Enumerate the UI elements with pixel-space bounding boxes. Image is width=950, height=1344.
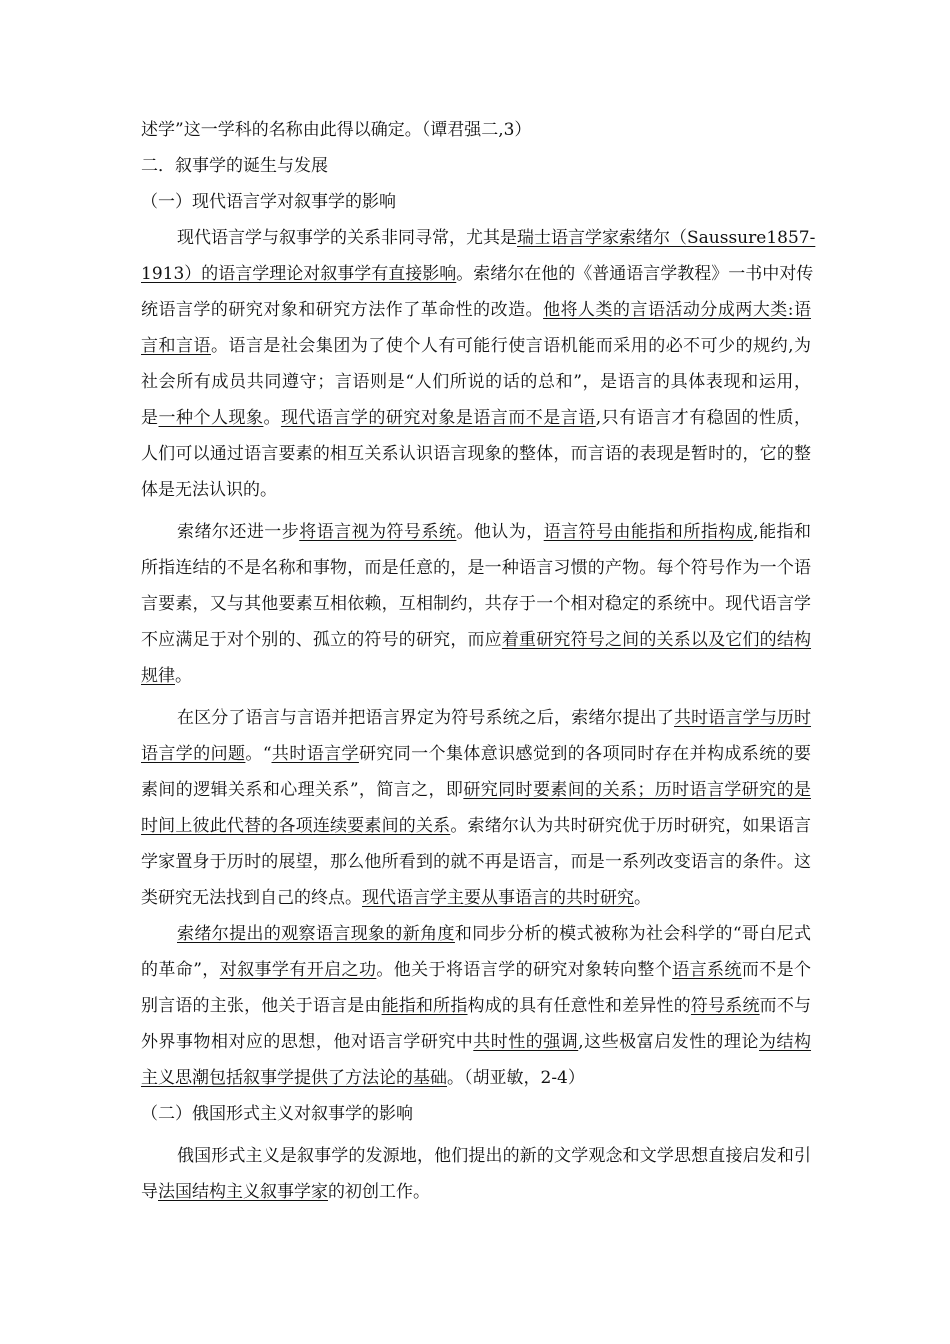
paragraph-line: 俄国形式主义是叙事学的发源地，他们提出的新的文学观念和文学思想直接启发和引 [177,1146,811,1166]
paragraph-line: 别言语的主张，他关于语言是由能指和所指构成的具有任意性和差异性的符号系统而不与 [141,996,812,1016]
paragraph-line: 1913）的语言学理论对叙事学有直接影响。索绪尔在他的《普通语言学教程》一书中对传 [141,264,814,284]
paragraph-line: 规律。 [141,666,192,686]
underlined-text: 瑞士语言学家索绪尔（Saussure1857- [517,228,816,248]
paragraph [141,1138,811,1210]
underlined-text: 研究同时要素间的关系；历时语言学研究的是 [463,780,811,800]
paragraph-line: 的革命”，对叙事学有开启之功。他关于将语言学的研究对象转向整个语言系统而不是个 [141,960,812,980]
paragraph-line: 言要素，又与其他要素互相依赖，互相制约，共存于一个相对稳定的系统中。现代语言学 [141,594,811,614]
paragraph [141,700,811,916]
paragraph-line: 素间的逻辑关系和心理关系”，简言之，即研究同时要素间的关系；历时语言学研究的是 [141,780,811,800]
paragraph-line: 主义思潮包括叙事学提供了方法论的基础。（胡亚敏，2-4） [141,1068,585,1088]
underlined-text: 将语言视为符号系统 [299,522,457,542]
paragraph-line: 言和言语。语言是社会集团为了使个人有可能行使言语机能而采用的必不可少的规约,为 [141,336,812,356]
subsection-heading: （二）俄国形式主义对叙事学的影响 [141,1104,413,1124]
paragraph-line: 语言学的问题。“共时语言学研究同一个集体意识感觉到的各项同时存在并构成系统的要 [141,744,812,764]
underlined-text: 着重研究符号之间的关系以及它们的结构 [501,630,812,650]
underlined-text: 法国结构主义叙事学家 [158,1182,328,1202]
paragraph-line: 述学”这一学科的名称由此得以确定。（谭君强二,3） [141,120,532,140]
underlined-text: 言和言语 [141,336,211,356]
paragraph-line: 索绪尔还进一步将语言视为符号系统。他认为，语言符号由能指和所指构成,能指和 [177,522,812,542]
underlined-text: 索绪尔提出的观察语言现象的新角度 [177,924,455,944]
underlined-text: 对叙事学有开启之功 [219,960,377,980]
paragraph [141,220,816,508]
underlined-text: 能指和所指 [381,996,468,1016]
underlined-text: 语言系统 [672,960,742,980]
paragraph-line: 类研究无法找到自己的终点。现代语言学主要从事语言的共时研究。 [141,888,651,908]
underlined-text: 共时语言学与历时 [674,708,812,728]
underlined-text: 他将人类的言语活动分成两大类:语 [543,300,811,320]
paragraph-line: 是一种个人现象。现代语言学的研究对象是语言而不是言语,只有语言才有稳固的性质， [141,408,812,428]
paragraph [141,514,811,694]
underlined-text: 1913）的语言学理论对叙事学有直接影响 [141,264,457,284]
paragraph-line: 外界事物相对应的思想，他对语言学研究中共时性的强调,这些极富启发性的理论为结构 [141,1032,812,1052]
underlined-text: 语言学的问题 [141,744,246,764]
paragraph-line: 导法国结构主义叙事学家的初创工作。 [141,1182,430,1202]
paragraph-line: 索绪尔提出的观察语言现象的新角度和同步分析的模式被称为社会科学的“哥白尼式 [177,924,811,944]
underlined-text: 时间上彼此代替的各项连续要素间的关系 [141,816,451,836]
paragraph-line: 不应满足于对个别的、孤立的符号的研究，而应着重研究符号之间的关系以及它们的结构 [141,630,812,650]
underlined-text: 符号系统 [690,996,760,1016]
paragraph [141,916,811,1096]
paragraph-line: 在区分了语言与言语并把语言界定为符号系统之后，索绪尔提出了共时语言学与历时 [177,708,812,728]
underlined-text: 规律 [141,666,175,686]
underlined-text: 现代语言学的研究对象是语言而不是言语 [280,408,596,428]
subsection-heading: （一）现代语言学对叙事学的影响 [141,192,396,212]
paragraph-line: 社会所有成员共同遵守；言语则是“人们所说的话的总和”，是语言的具体表现和运用， [141,372,811,392]
underlined-text: 语言符号由能指和所指构成 [543,522,754,542]
paragraph-line: 人们可以通过语言要素的相互关系认识语言现象的整体，而言语的表现是暂时的，它的整 [141,444,811,464]
paragraph-line: 学家置身于历时的展望，那么他所看到的就不再是语言，而是一系列改变语言的条件。这 [141,852,811,872]
underlined-text: 为结构 [759,1032,812,1052]
paragraph-line: 时间上彼此代替的各项连续要素间的关系。索绪尔认为共时研究优于历时研究，如果语言 [141,816,812,836]
paragraph-line: 所指连结的不是名称和事物，而是任意的，是一种语言习惯的产物。每个符号作为一个语 [141,558,811,578]
section-heading: 二．叙事学的诞生与发展 [141,156,328,176]
paragraph-line: 统语言学的研究对象和研究方法作了革命性的改造。他将人类的言语活动分成两大类:语 [141,300,811,320]
underlined-text: 共时语言学 [271,744,359,764]
underlined-text: 主义思潮包括叙事学提供了方法论的基础 [141,1068,447,1088]
paragraph-line: 现代语言学与叙事学的关系非同寻常，尤其是瑞士语言学家索绪尔（Saussure1857- [177,228,816,248]
underlined-text: 共时性的强调 [473,1032,579,1052]
paragraph-line: 体是无法认识的。 [141,480,277,500]
document-page [141,112,816,1210]
underlined-text: 一种个人现象 [158,408,264,428]
underlined-text: 现代语言学主要从事语言的共时研究 [362,888,634,908]
